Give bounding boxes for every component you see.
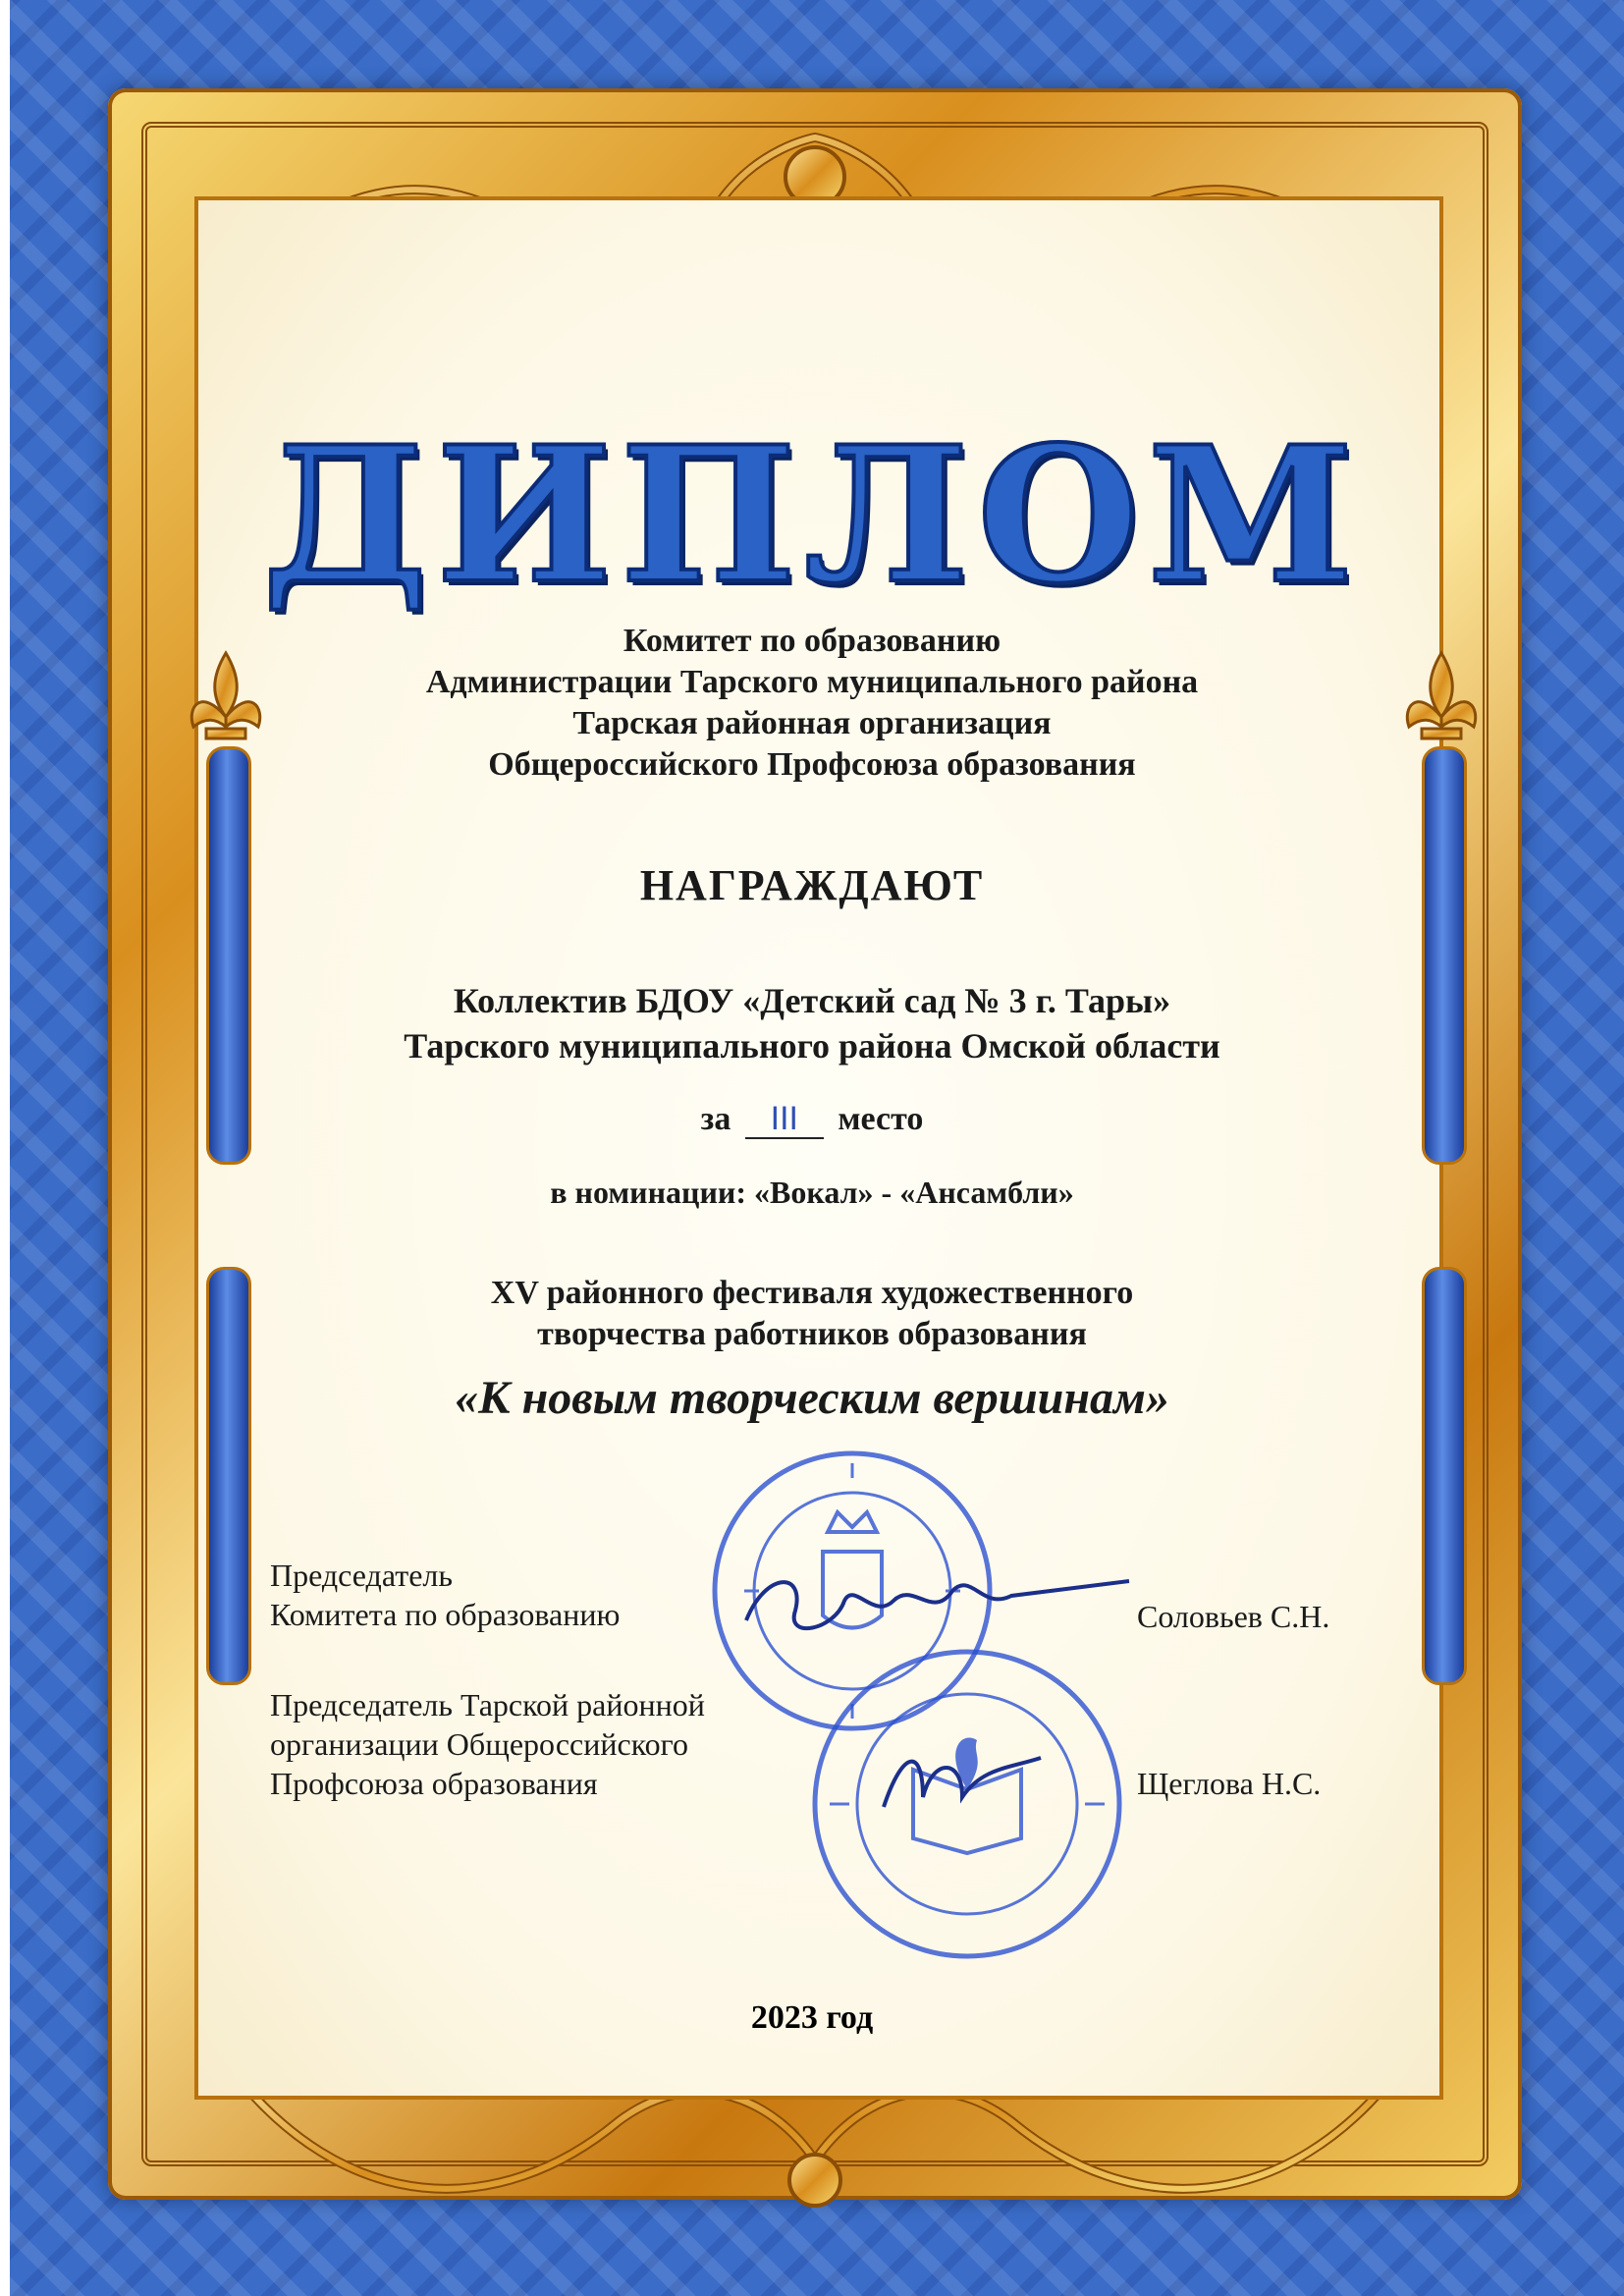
signature-1-handwritten [727,1552,1139,1660]
festival-line: XV районного фестиваля художественного [490,1275,1134,1311]
recipient-line: Тарского муниципального района Омской области [404,1026,1220,1066]
recipient-line: Коллектив БДОУ «Детский сад № 3 г. Тары» [453,981,1171,1020]
signatory-title-line: Председатель [270,1558,453,1593]
recipient-block [0,978,1624,1068]
signatory-2-title [270,1685,705,1803]
issuer-line: Общероссийского Профсоюза образования [488,746,1136,783]
signatory-title-line: организации Общероссийского [270,1726,688,1762]
signatory-1-name: Соловьев С.Н. [1137,1599,1330,1634]
place-suffix: место [838,1101,924,1137]
diploma-title: ДИПЛОМ [262,406,1362,625]
signatory-title-line: Председатель Тарской районной [270,1687,705,1722]
issuer-line: Комитет по образованию [623,623,1001,659]
signature-2-handwritten [864,1728,1060,1827]
signatory-title-line: Профсоюза образования [270,1766,598,1801]
issuer-line: Администрации Тарского муниципального района [425,664,1199,700]
festival-name: «К новым творческим вершинам» [455,1372,1169,1424]
signatory-1-title [270,1556,620,1634]
award-verb: НАГРАЖДАЮТ [639,861,985,909]
issuer-block [0,621,1624,786]
diploma-year: 2023 год [750,1999,874,2036]
place-line [0,1100,1624,1139]
signatory-2-name: Щеглова Н.С. [1137,1766,1322,1801]
signatory-title-line: Комитета по образованию [270,1597,621,1632]
festival-block [0,1273,1624,1355]
nomination-line: в номинации: «Вокал» - «Ансамбли» [550,1175,1074,1210]
place-value-handwritten: III [745,1100,824,1139]
place-prefix: за [700,1101,731,1137]
issuer-line: Тарская районная организация [572,705,1052,741]
festival-line: творчества работников образования [537,1316,1087,1352]
